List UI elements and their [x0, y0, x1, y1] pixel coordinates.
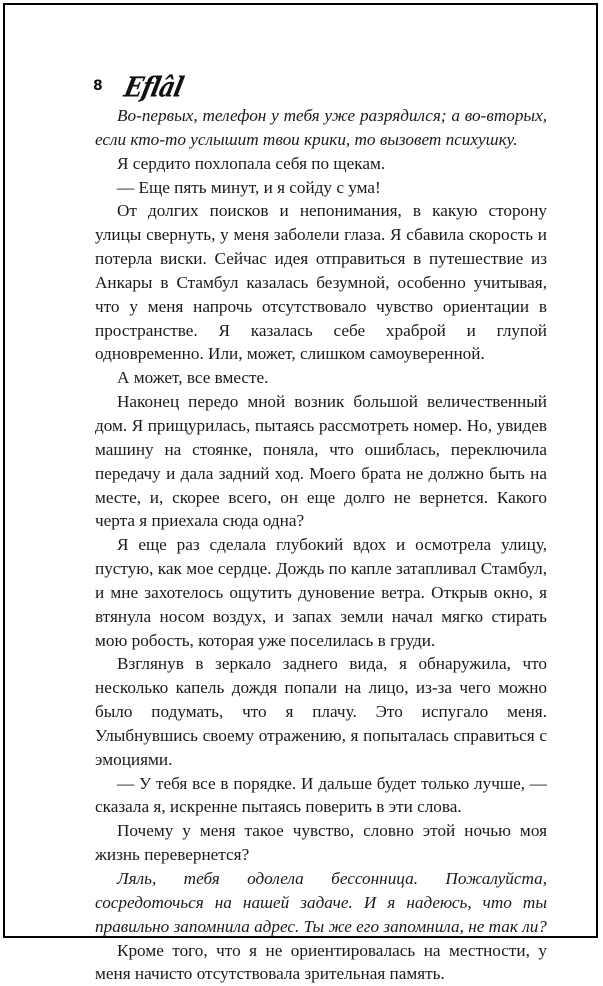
paragraph-italic: Во-первых, телефон у тебя уже разрядился; а во-вторых, если кто-то услышит твои крики, то вызовет психушку.: [95, 106, 547, 149]
paragraph: Почему у меня такое чувство, словно этой ночью моя жизнь перевернется?: [95, 821, 547, 865]
paragraph: А может, все вместе.: [117, 368, 269, 388]
paragraph: Я еще раз сделала глубокий вдох и осмотрела улицу, пустую, как мое сердце. Дождь по капле затапливал Стамбул, и мне захотелось ощутить дуновение ветра. Открыв окно, я втянула носом воздух, и запах земли начал мягко стирать мою робость, которая уже поселилась в груди.: [95, 535, 547, 650]
paragraph: От долгих поисков и непонимания, в какую сторону улицы свернуть, у меня заболели глаза. Я сбавила скорость и потерла виски. Сейчас идея отправиться в путешествие из Анкары в Стамбул казалась безумной, особенно учитывая, что у меня напрочь отсутствовало чувство ориентации в пространстве. Я казалась себе храброй и глупой одновременно. Или, может, слишком самоуверенной.: [95, 201, 547, 364]
running-head: [93, 69, 186, 103]
paragraph-italic: Ляль, тебя одолела бессонница. Пожалуйста, сосредоточься на нашей задаче. И я надеюсь, что ты правильно запомнила адрес. Ты же его запомнила, не так ли?: [95, 869, 547, 936]
dialogue-paragraph: — Еще пять минут, и я сойду с ума!: [117, 177, 381, 197]
paragraph: Кроме того, что я не ориентировалась на местности, у меня начисто отсутствовала зрительная память.: [95, 940, 547, 984]
paragraph: Наконец передо мной возник большой величественный дом. Я прищурилась, пытаясь рассмотреть номер. Но, увидев машину на стоянке, поняла, что ошиблась, переключила передачу и дала задний ход. Моего брата не должно быть на месте, и, скорее всего, он еще долго не вернется. Какого черта я приехала сюда одна?: [95, 392, 547, 531]
book-logo: Eflâl: [121, 69, 186, 103]
paragraph: Взглянув в зеркало заднего вида, я обнаружила, что несколько капель дождя попали на лицо, из-за чего можно было подумать, что я плачу. Это испугало меня. Улыбнувшись своему отражению, я попыталась справиться с эмоциями.: [95, 654, 547, 769]
dialogue-paragraph: — У тебя все в порядке. И дальше будет только лучше, — сказала я, искренне пытаясь поверить в эти слова.: [95, 773, 547, 817]
body-text: [95, 104, 547, 986]
paragraph: Я сердито похлопала себя по щекам.: [117, 153, 386, 173]
page-number: 8: [93, 78, 103, 94]
